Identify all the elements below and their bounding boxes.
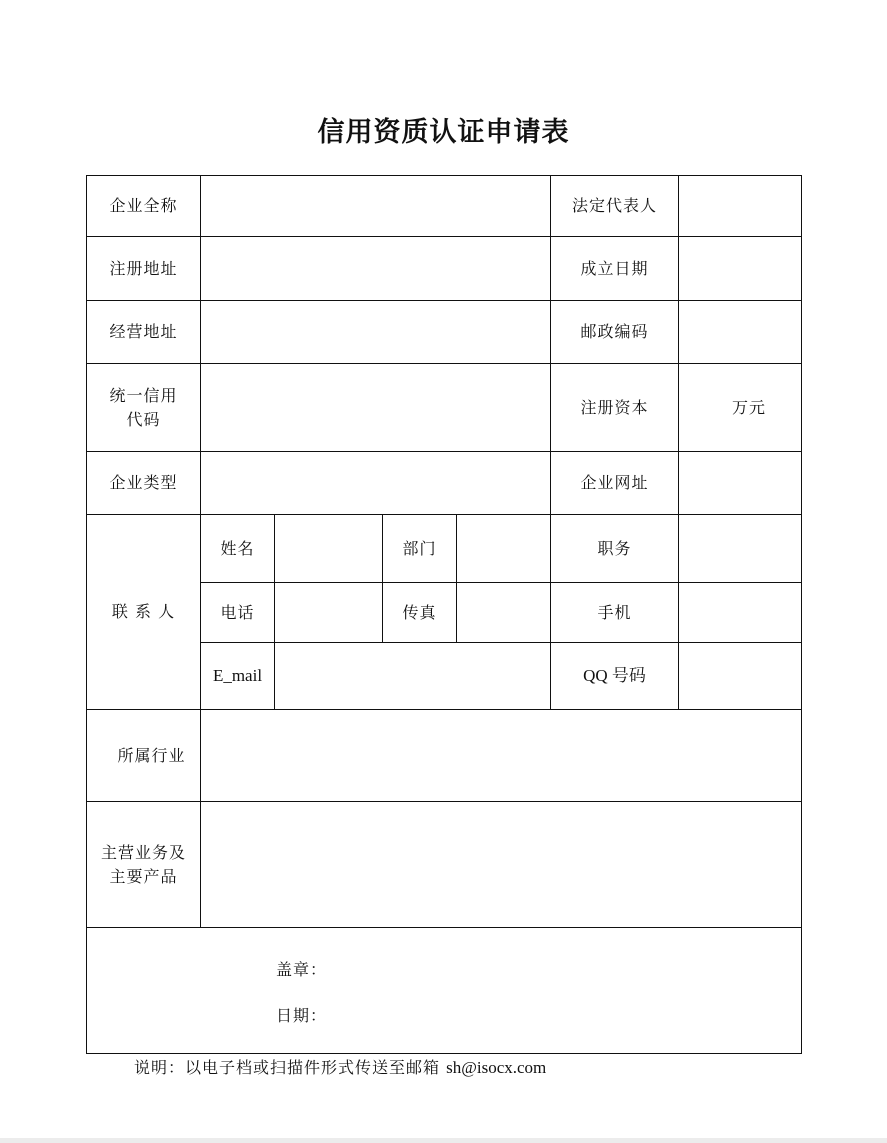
company-name-label: 企业全称	[109, 196, 178, 215]
credit-code-label-line2: 代码	[126, 409, 161, 429]
reg-capital-unit: 万元	[731, 397, 766, 417]
seal-label: 盖章：	[276, 960, 328, 979]
contact-label: 联 系 人	[111, 602, 176, 621]
email-field[interactable]	[275, 643, 550, 709]
postal-code-label: 邮政编码	[580, 322, 649, 341]
phone-label: 电话	[220, 602, 255, 622]
company-type-label: 企业类型	[109, 473, 178, 492]
website-field[interactable]	[679, 452, 801, 514]
legal-rep-label: 法定代表人	[571, 196, 657, 215]
main-business-field[interactable]	[201, 802, 801, 927]
industry-label: 所属行业	[117, 745, 186, 765]
phone-field[interactable]	[275, 583, 382, 642]
position-field[interactable]	[679, 515, 801, 582]
date-label: 日期：	[276, 1006, 328, 1025]
industry-field[interactable]	[201, 710, 801, 801]
reg-address-label: 注册地址	[109, 258, 178, 278]
department-label: 部门	[402, 538, 437, 558]
website-label: 企业网址	[580, 473, 649, 492]
qq-label: QQ 号码	[583, 666, 646, 685]
contact-name-field[interactable]	[275, 515, 382, 582]
footnote	[134, 1055, 546, 1078]
footnote-email[interactable]: sh@isocx.com	[446, 1058, 547, 1077]
credit-code-label	[87, 364, 200, 451]
department-field[interactable]	[457, 515, 550, 582]
main-business-label-line2: 主要产品	[109, 866, 178, 886]
company-type-field[interactable]	[201, 452, 550, 514]
form-title: 信用资质认证申请表	[317, 117, 570, 148]
company-name-field[interactable]	[201, 176, 550, 236]
reg-address-field[interactable]	[201, 237, 550, 300]
legal-rep-field[interactable]	[679, 176, 801, 236]
date-field[interactable]	[330, 996, 630, 1030]
contact-name-label: 姓名	[220, 538, 255, 558]
main-business-label-line1: 主营业务及	[100, 842, 186, 862]
reg-capital-label: 注册资本	[580, 397, 649, 417]
mobile-field[interactable]	[679, 583, 801, 642]
biz-address-label: 经营地址	[109, 322, 178, 341]
postal-code-field[interactable]	[679, 301, 801, 363]
email-label: E_mail	[212, 666, 263, 685]
qq-field[interactable]	[679, 643, 801, 709]
fax-field[interactable]	[457, 583, 550, 642]
credit-code-label-line1: 统一信用	[109, 385, 178, 405]
position-label: 职务	[597, 538, 632, 558]
seal-field[interactable]	[330, 950, 630, 984]
main-business-label	[87, 802, 200, 927]
page-bottom-edge	[0, 1138, 887, 1143]
founded-date-label: 成立日期	[580, 258, 649, 278]
mobile-label: 手机	[597, 602, 632, 622]
biz-address-field[interactable]	[201, 301, 550, 363]
credit-code-field[interactable]	[201, 364, 550, 451]
founded-date-field[interactable]	[679, 237, 801, 300]
footnote-text: 说明：以电子档或扫描件形式传送至邮箱	[134, 1058, 447, 1077]
fax-label: 传真	[402, 602, 437, 622]
